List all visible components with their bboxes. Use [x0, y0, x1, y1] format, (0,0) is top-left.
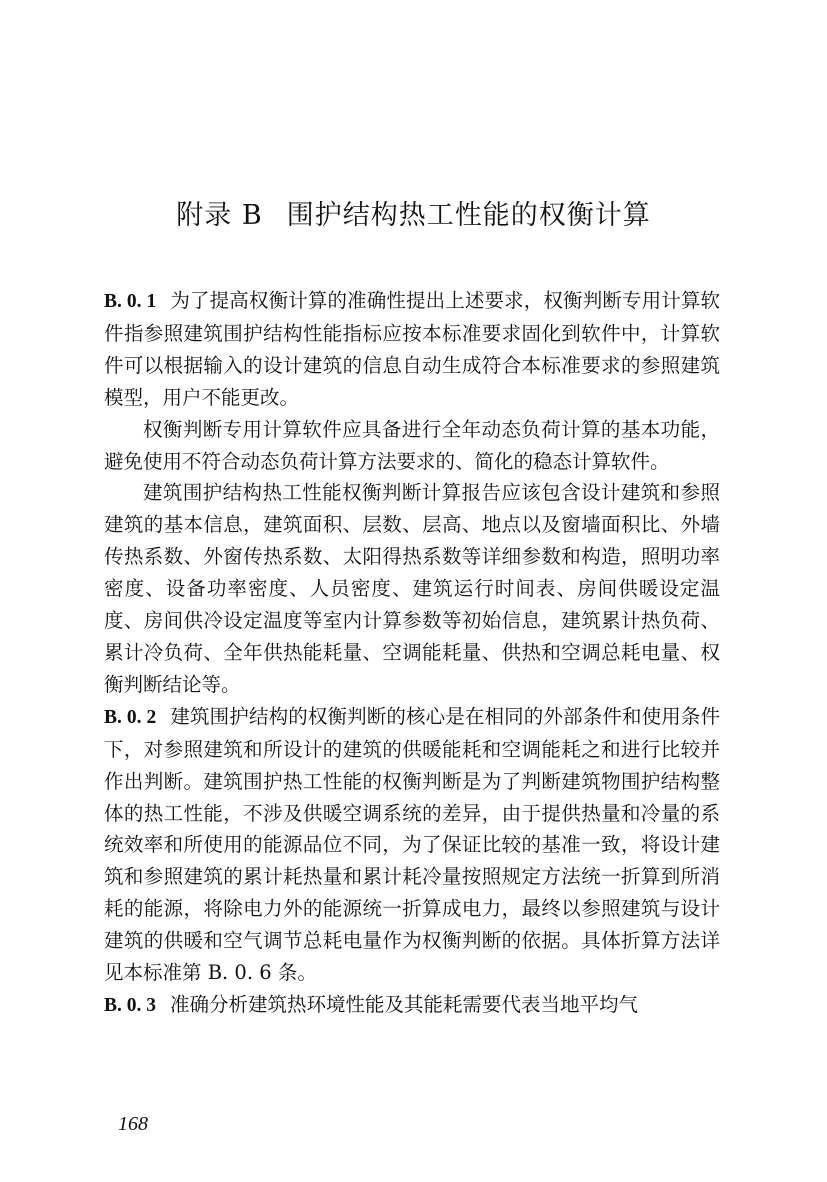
clause-paragraph [104, 285, 720, 414]
paragraph: 建筑围护结构热工性能权衡判断计算报告应该包含设计建筑和参照建筑的基本信息，建筑面积、层数、层高、地点以及窗墙面积比、外墙传热系数、外窗传热系数、太阳得热系数等详细参数和构造，照明功率密度、设备功率密度、人员密度、建筑运行时间表、房间供暖设定温度、房间供冷设定温度等室内计算参数等初始信息，建筑累计热负荷、累计冷负荷、全年供热能耗量、空调能耗量、供热和空调总耗电量、权衡判断结论等。 [104, 481, 720, 696]
appendix-title [0, 196, 827, 236]
page-number: 168 [118, 1113, 148, 1135]
body-text [104, 285, 720, 1022]
paragraph-text: 准确分析建筑热环境性能及其能耗需要代表当地平均气 [170, 992, 639, 1016]
clause-number: B. 0. 3 [104, 994, 157, 1016]
clause-paragraph [104, 989, 720, 1022]
appendix-heading: 围护结构热工性能的权衡计算 [286, 200, 651, 231]
paragraph-text: 建筑围护结构的权衡判断的核心是在相同的外部条件和使用条件下，对参照建筑和所设计的建筑的供暖能耗和空调能耗之和进行比较并作出判断。建筑围护热工性能的权衡判断是为了判断建筑物围护结构整体的热工性能，不涉及供暖空调系统的差异，由于提供热量和冷量的系统效率和所使用的能源品位不同，为了保证比较的基准一致，将设计建筑和参照建筑的累计耗热量和累计耗冷量按照规定方法统一折算到所消耗的能源，将除电力外的能源统一折算成电力，最终以参照建筑与设计建筑的供暖和空气调节总耗电量作为权衡判断的依据。具体折算方法详见本标准第 B. 0. 6 条。 [104, 704, 720, 985]
paragraph: 权衡判断专用计算软件应具备进行全年动态负荷计算的基本功能，避免使用不符合动态负荷计算方法要求的、简化的稳态计算软件。 [104, 417, 720, 473]
appendix-label: 附录 B [176, 200, 263, 231]
clause-number: B. 0. 2 [104, 706, 157, 728]
clause-paragraph [104, 701, 720, 989]
paragraph-text: 为了提高权衡计算的准确性提出上述要求，权衡判断专用计算软件指参照建筑围护结构性能指标应按本标准要求固化到软件中，计算软件可以根据输入的设计建筑的信息自动生成符合本标准要求的参照建筑模型，用户不能更改。 [104, 289, 720, 409]
clause-number: B. 0. 1 [104, 291, 157, 312]
